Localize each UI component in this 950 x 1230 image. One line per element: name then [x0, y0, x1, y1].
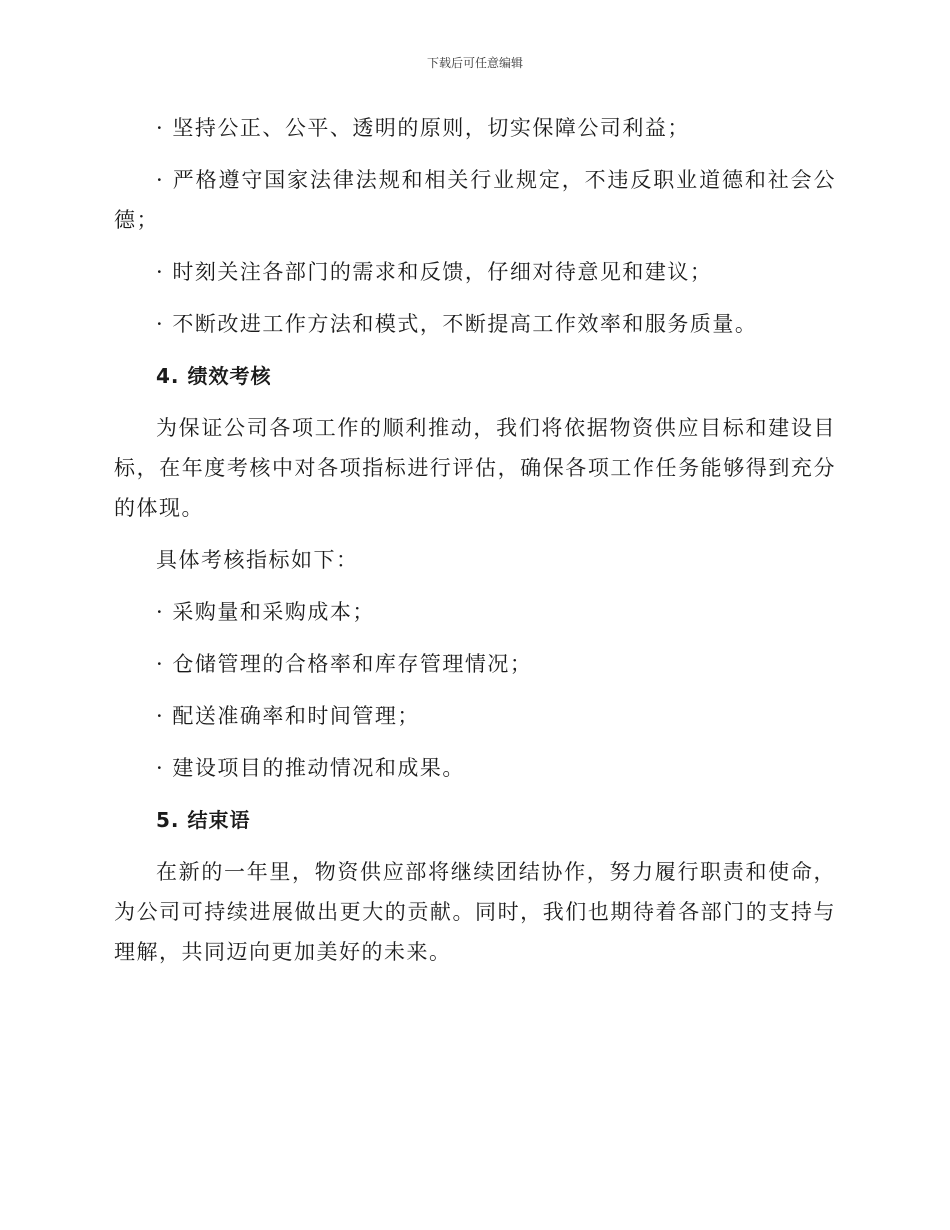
paragraph: 具体考核指标如下：: [156, 548, 359, 572]
section-heading: 5. 结束语: [156, 808, 251, 832]
section-heading: 4. 绩效考核: [156, 364, 272, 388]
document-body: [114, 108, 836, 984]
paragraph: 为保证公司各项工作的顺利推动，我们将依据物资供应目标和建设目标，在年度考核中对各项指标进行评估，确保各项工作任务能够得到充分的体现。: [114, 416, 836, 520]
paragraph: 在新的一年里，物资供应部将继续团结协作，努力履行职责和使命，为公司可持续进展做出更大的贡献。同时，我们也期待着各部门的支持与理解，共同迈向更加美好的未来。: [114, 860, 836, 964]
list-item: · 坚持公正、公平、透明的原则，切实保障公司利益；: [156, 116, 690, 140]
list-item: · 严格遵守国家法律法规和相关行业规定，不违反职业道德和社会公德；: [114, 168, 836, 232]
list-item: · 仓储管理的合格率和库存管理情况；: [156, 652, 533, 676]
list-item: · 采购量和采购成本；: [156, 600, 375, 624]
page-header: 下载后可任意编辑: [426, 56, 523, 70]
list-item: · 配送准确率和时间管理；: [156, 704, 420, 728]
list-item: · 时刻关注各部门的需求和反馈，仔细对待意见和建议；: [156, 260, 713, 284]
list-item: · 建设项目的推动情况和成果。: [156, 756, 465, 780]
list-item: · 不断改进工作方法和模式，不断提高工作效率和服务质量。: [156, 312, 758, 336]
